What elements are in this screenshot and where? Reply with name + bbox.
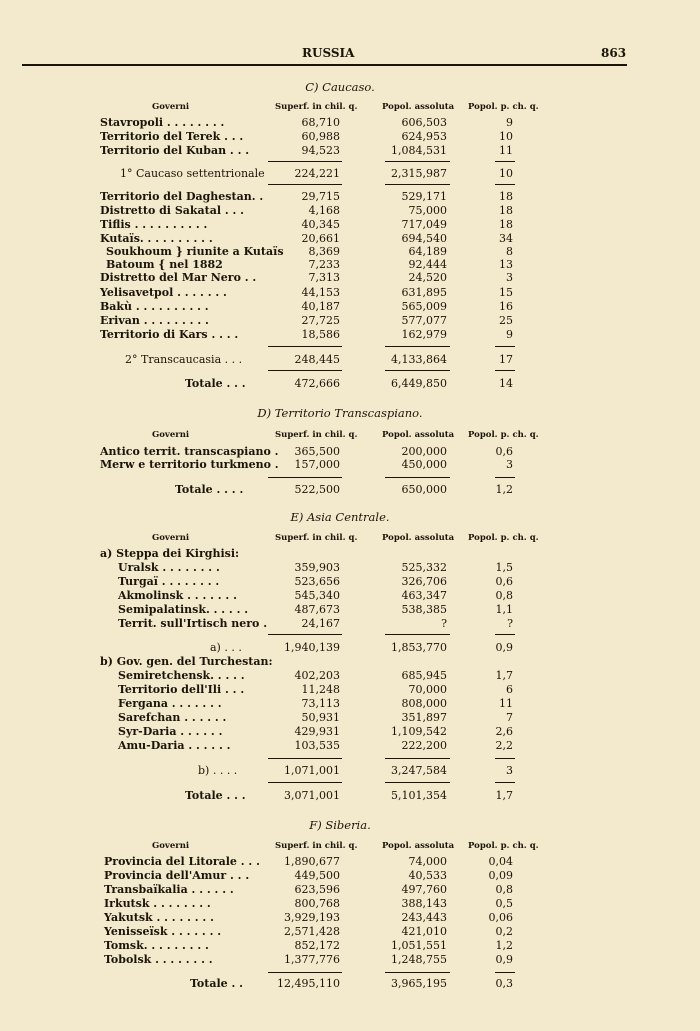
total-rule bbox=[268, 370, 342, 371]
surface-value: 103,535 bbox=[294, 739, 340, 752]
row-label: Territorio del Terek . . . bbox=[100, 130, 244, 143]
density-value: 2,6 bbox=[495, 725, 513, 738]
row-label: Distretto di Sakatal . . . bbox=[100, 204, 244, 217]
population-value: 529,171 bbox=[401, 190, 447, 203]
group-label: b) Gov. gen. del Turchestan: bbox=[100, 655, 273, 668]
column-header: Governi bbox=[152, 841, 190, 851]
row-label: Territorio del Daghestan. . bbox=[100, 190, 264, 203]
population-value: 463,347 bbox=[401, 589, 447, 602]
page-header bbox=[0, 46, 700, 66]
population-value: 351,897 bbox=[401, 711, 447, 724]
group-label: a) Steppa dei Kirghisi: bbox=[100, 547, 240, 560]
total-rule bbox=[495, 184, 515, 185]
table-row bbox=[0, 377, 700, 390]
surface-value: 487,673 bbox=[294, 603, 340, 616]
population-value: 162,979 bbox=[401, 328, 447, 341]
table-row bbox=[0, 617, 700, 630]
row-label: Yakutsk . . . . . . . . bbox=[104, 911, 214, 924]
density-value: 3 bbox=[506, 271, 513, 284]
population-value: 606,503 bbox=[401, 116, 447, 129]
density-value: 11 bbox=[499, 697, 513, 710]
table-row bbox=[0, 314, 700, 327]
row-label: Totale . . . . bbox=[175, 483, 244, 496]
table-row bbox=[0, 130, 700, 143]
row-label: Totale . . . bbox=[185, 377, 246, 390]
population-value: 450,000 bbox=[401, 458, 447, 471]
density-value: 3 bbox=[506, 458, 513, 471]
table-row bbox=[0, 669, 700, 682]
table-row bbox=[0, 458, 700, 471]
table-row bbox=[0, 561, 700, 574]
surface-value: 44,153 bbox=[301, 286, 340, 299]
density-value: 0,04 bbox=[488, 855, 513, 868]
total-rule bbox=[385, 972, 450, 973]
row-label: Tobolsk . . . . . . . . bbox=[104, 953, 213, 966]
row-label: a) . . . bbox=[210, 641, 242, 654]
table-row bbox=[0, 445, 700, 458]
total-rule bbox=[495, 161, 515, 162]
section-title: D) Territorio Transcaspiano. bbox=[257, 406, 423, 420]
column-header: Popol. p. ch. q. bbox=[468, 841, 539, 851]
row-label: Bakù . . . . . . . . . . bbox=[100, 300, 209, 313]
column-header: Popol. assoluta bbox=[382, 430, 455, 440]
density-value: 1,5 bbox=[495, 561, 513, 574]
population-value: 3,247,584 bbox=[391, 764, 447, 777]
population-value: 75,000 bbox=[408, 204, 447, 217]
density-value: 15 bbox=[499, 286, 513, 299]
density-value: 0,3 bbox=[495, 977, 513, 990]
surface-value: 449,500 bbox=[294, 869, 340, 882]
surface-value: 248,445 bbox=[294, 353, 340, 366]
surface-value: 1,071,001 bbox=[284, 764, 340, 777]
row-label: Territorio dell'Ili . . . bbox=[118, 683, 245, 696]
column-header: Governi bbox=[152, 430, 190, 440]
density-value: 7 bbox=[506, 711, 513, 724]
row-label: Fergana . . . . . . . bbox=[118, 697, 222, 710]
population-value: 685,945 bbox=[401, 669, 447, 682]
table-row bbox=[0, 641, 700, 654]
density-value: 0,8 bbox=[495, 883, 513, 896]
row-label: Tiflis . . . . . . . . . . bbox=[100, 218, 208, 231]
table-row bbox=[0, 144, 700, 157]
surface-value: 18,586 bbox=[301, 328, 340, 341]
density-value: 9 bbox=[506, 116, 513, 129]
surface-value: 1,377,776 bbox=[284, 953, 340, 966]
population-value: 631,895 bbox=[401, 286, 447, 299]
table-row bbox=[0, 855, 700, 868]
population-value: 421,010 bbox=[401, 925, 447, 938]
surface-value: 1,890,677 bbox=[284, 855, 340, 868]
population-value: 1,084,531 bbox=[391, 144, 447, 157]
total-rule bbox=[268, 184, 342, 185]
surface-value: 11,248 bbox=[301, 683, 340, 696]
row-label: Semiretchensk. . . . . bbox=[118, 669, 245, 682]
density-value: 0,8 bbox=[495, 589, 513, 602]
population-value: 1,248,755 bbox=[391, 953, 447, 966]
table-row bbox=[0, 911, 700, 924]
total-rule bbox=[268, 634, 342, 635]
table-row bbox=[0, 603, 700, 616]
table-row bbox=[0, 897, 700, 910]
row-label: Stavropoli . . . . . . . . bbox=[100, 116, 225, 129]
total-rule bbox=[268, 782, 342, 783]
total-rule bbox=[495, 370, 515, 371]
total-rule bbox=[385, 161, 450, 162]
density-value: 0,5 bbox=[495, 897, 513, 910]
table-row bbox=[0, 353, 700, 366]
row-label: Uralsk . . . . . . . . bbox=[118, 561, 220, 574]
population-value: 624,953 bbox=[401, 130, 447, 143]
table-row bbox=[0, 764, 700, 777]
section-title: F) Siberia. bbox=[309, 818, 371, 832]
row-label: Yelisavetpol . . . . . . . bbox=[100, 286, 227, 299]
total-rule bbox=[495, 634, 515, 635]
table-row bbox=[0, 883, 700, 896]
density-value: 25 bbox=[499, 314, 513, 327]
population-value: 24,520 bbox=[408, 271, 447, 284]
row-label: Provincia dell'Amur . . . bbox=[104, 869, 250, 882]
column-header: Popol. assoluta bbox=[382, 841, 455, 851]
density-value: 8 bbox=[506, 245, 513, 258]
table-row bbox=[0, 711, 700, 724]
section-title: C) Caucaso. bbox=[305, 80, 375, 94]
total-rule bbox=[385, 184, 450, 185]
population-value: 64,189 bbox=[408, 245, 447, 258]
header-rule bbox=[22, 64, 627, 66]
table-row bbox=[0, 575, 700, 588]
density-value: 18 bbox=[499, 204, 513, 217]
surface-value: 73,113 bbox=[301, 697, 340, 710]
surface-value: 7,233 bbox=[308, 258, 340, 271]
density-value: 13 bbox=[499, 258, 513, 271]
table-row bbox=[0, 218, 700, 231]
population-value: 565,009 bbox=[401, 300, 447, 313]
surface-value: 29,715 bbox=[301, 190, 340, 203]
row-label: Totale . . . bbox=[185, 789, 246, 802]
population-value: 525,332 bbox=[401, 561, 447, 574]
surface-value: 40,187 bbox=[301, 300, 340, 313]
population-value: 200,000 bbox=[401, 445, 447, 458]
total-rule bbox=[495, 346, 515, 347]
density-value: 1,7 bbox=[495, 669, 513, 682]
density-value: 0,06 bbox=[488, 911, 513, 924]
total-rule bbox=[268, 161, 342, 162]
row-label: Soukhoum } riunite a Kutaïs bbox=[106, 245, 284, 258]
table-row bbox=[0, 232, 700, 245]
table-row bbox=[0, 271, 700, 284]
row-label: Merw e territorio turkmeno . bbox=[100, 458, 279, 471]
column-header: Popol. assoluta bbox=[382, 102, 455, 112]
table-row bbox=[0, 328, 700, 341]
total-rule bbox=[385, 634, 450, 635]
table-row bbox=[0, 953, 700, 966]
total-rule bbox=[385, 370, 450, 371]
row-label: Provincia del Litorale . . . bbox=[104, 855, 260, 868]
row-label: Turgaï . . . . . . . . bbox=[118, 575, 220, 588]
total-rule bbox=[385, 782, 450, 783]
column-header: Superf. in chil. q. bbox=[275, 430, 358, 440]
surface-value: 224,221 bbox=[294, 167, 340, 180]
table-row bbox=[0, 589, 700, 602]
population-value: 1,853,770 bbox=[391, 641, 447, 654]
row-label: Sarefchan . . . . . . bbox=[118, 711, 227, 724]
row-label: 2° Transcaucasia . . . bbox=[125, 353, 243, 366]
row-label: Erivan . . . . . . . . . bbox=[100, 314, 209, 327]
surface-value: 800,768 bbox=[294, 897, 340, 910]
population-value: 650,000 bbox=[401, 483, 447, 496]
total-rule bbox=[385, 346, 450, 347]
density-value: 1,7 bbox=[495, 789, 513, 802]
row-label: Territ. sull'Irtisch nero . bbox=[118, 617, 268, 630]
table-row bbox=[0, 739, 700, 752]
row-label: Semipalatinsk. . . . . . bbox=[118, 603, 249, 616]
table-row bbox=[0, 204, 700, 217]
row-label: Distretto del Mar Nero . . bbox=[100, 271, 257, 284]
surface-value: 94,523 bbox=[301, 144, 340, 157]
population-value: 70,000 bbox=[408, 683, 447, 696]
population-value: 717,049 bbox=[401, 218, 447, 231]
total-rule bbox=[385, 477, 450, 478]
surface-value: 623,596 bbox=[294, 883, 340, 896]
surface-value: 365,500 bbox=[294, 445, 340, 458]
table-row bbox=[0, 483, 700, 496]
row-label: Transbaïkalia . . . . . . bbox=[104, 883, 234, 896]
surface-value: 1,940,139 bbox=[284, 641, 340, 654]
density-value: 10 bbox=[499, 167, 513, 180]
population-value: 538,385 bbox=[401, 603, 447, 616]
total-rule bbox=[268, 346, 342, 347]
table-row bbox=[0, 683, 700, 696]
table-row bbox=[0, 300, 700, 313]
population-value: 694,540 bbox=[401, 232, 447, 245]
surface-value: 157,000 bbox=[294, 458, 340, 471]
density-value: 17 bbox=[499, 353, 513, 366]
table-row bbox=[0, 789, 700, 802]
surface-value: 60,988 bbox=[301, 130, 340, 143]
row-label: Territorio di Kars . . . . bbox=[100, 328, 239, 341]
surface-value: 545,340 bbox=[294, 589, 340, 602]
surface-value: 4,168 bbox=[308, 204, 340, 217]
page-number: 863 bbox=[601, 46, 627, 60]
total-rule bbox=[495, 477, 515, 478]
population-value: 808,000 bbox=[401, 697, 447, 710]
row-label: Kutaïs. . . . . . . . . . bbox=[100, 232, 213, 245]
density-value: 0,6 bbox=[495, 445, 513, 458]
row-label: Irkutsk . . . . . . . . bbox=[104, 897, 211, 910]
surface-value: 472,666 bbox=[294, 377, 340, 390]
density-value: 16 bbox=[499, 300, 513, 313]
table-row bbox=[0, 977, 700, 990]
total-rule bbox=[268, 477, 342, 478]
table-row bbox=[0, 258, 700, 271]
population-value: 243,443 bbox=[401, 911, 447, 924]
density-value: 9 bbox=[506, 328, 513, 341]
density-value: 14 bbox=[499, 377, 513, 390]
table-row bbox=[0, 286, 700, 299]
surface-value: 40,345 bbox=[301, 218, 340, 231]
total-rule bbox=[495, 782, 515, 783]
density-value: 2,2 bbox=[495, 739, 513, 752]
population-value: 577,077 bbox=[401, 314, 447, 327]
row-label: Akmolinsk . . . . . . . bbox=[118, 589, 237, 602]
surface-value: 429,931 bbox=[294, 725, 340, 738]
population-value: 6,449,850 bbox=[391, 377, 447, 390]
population-value: 326,706 bbox=[401, 575, 447, 588]
row-label: Yenisseïsk . . . . . . . bbox=[104, 925, 222, 938]
total-rule bbox=[268, 972, 342, 973]
surface-value: 8,369 bbox=[308, 245, 340, 258]
surface-value: 12,495,110 bbox=[277, 977, 340, 990]
section-title: E) Asia Centrale. bbox=[290, 510, 390, 524]
row-label: 1° Caucaso settentrionale bbox=[120, 167, 265, 180]
population-value: 40,533 bbox=[408, 869, 447, 882]
surface-value: 523,656 bbox=[294, 575, 340, 588]
row-label: Territorio del Kuban . . . bbox=[100, 144, 250, 157]
density-value: 1,2 bbox=[495, 939, 513, 952]
density-value: 34 bbox=[499, 232, 513, 245]
population-value: 497,760 bbox=[401, 883, 447, 896]
density-value: 0,9 bbox=[495, 641, 513, 654]
population-value: 2,315,987 bbox=[391, 167, 447, 180]
population-value: 4,133,864 bbox=[391, 353, 447, 366]
density-value: 0,6 bbox=[495, 575, 513, 588]
density-value: 1,2 bbox=[495, 483, 513, 496]
table-row bbox=[0, 116, 700, 129]
population-value: 5,101,354 bbox=[391, 789, 447, 802]
surface-value: 68,710 bbox=[301, 116, 340, 129]
total-rule bbox=[495, 758, 515, 759]
density-value: 3 bbox=[506, 764, 513, 777]
density-value: 0,9 bbox=[495, 953, 513, 966]
table-row bbox=[0, 190, 700, 203]
table-row bbox=[0, 939, 700, 952]
column-header: Popol. p. ch. q. bbox=[468, 102, 539, 112]
column-header: Superf. in chil. q. bbox=[275, 102, 358, 112]
population-value: 3,965,195 bbox=[391, 977, 447, 990]
density-value: 6 bbox=[506, 683, 513, 696]
row-label: Totale . . bbox=[190, 977, 243, 990]
total-rule bbox=[268, 758, 342, 759]
row-label: Syr-Daria . . . . . . bbox=[118, 725, 223, 738]
surface-value: 3,929,193 bbox=[284, 911, 340, 924]
table-row bbox=[0, 925, 700, 938]
population-value: 388,143 bbox=[401, 897, 447, 910]
column-header: Superf. in chil. q. bbox=[275, 841, 358, 851]
density-value: 11 bbox=[499, 144, 513, 157]
total-rule bbox=[385, 758, 450, 759]
row-label: Batoum { nel 1882 bbox=[106, 258, 223, 271]
row-label: Tomsk. . . . . . . . . bbox=[104, 939, 209, 952]
surface-value: 24,167 bbox=[301, 617, 340, 630]
table-row bbox=[0, 245, 700, 258]
population-value: 92,444 bbox=[408, 258, 447, 271]
row-label: Amu-Daria . . . . . . bbox=[118, 739, 231, 752]
density-value: 0,2 bbox=[495, 925, 513, 938]
table-row bbox=[0, 869, 700, 882]
surface-value: 852,172 bbox=[294, 939, 340, 952]
column-header: Governi bbox=[152, 102, 190, 112]
column-header: Superf. in chil. q. bbox=[275, 533, 358, 543]
density-value: 1,1 bbox=[495, 603, 513, 616]
surface-value: 2,571,428 bbox=[284, 925, 340, 938]
population-value: 1,109,542 bbox=[391, 725, 447, 738]
row-label: Antico territ. transcaspiano . bbox=[100, 445, 279, 458]
running-title: RUSSIA bbox=[302, 46, 355, 60]
surface-value: 7,313 bbox=[308, 271, 340, 284]
row-label: b) . . . . bbox=[198, 764, 238, 777]
density-value: 0,09 bbox=[488, 869, 513, 882]
table-row bbox=[0, 725, 700, 738]
population-value: 74,000 bbox=[408, 855, 447, 868]
column-header: Popol. p. ch. q. bbox=[468, 430, 539, 440]
surface-value: 522,500 bbox=[294, 483, 340, 496]
table-row bbox=[0, 697, 700, 710]
surface-value: 50,931 bbox=[301, 711, 340, 724]
surface-value: 359,903 bbox=[294, 561, 340, 574]
column-header: Popol. p. ch. q. bbox=[468, 533, 539, 543]
column-header: Popol. assoluta bbox=[382, 533, 455, 543]
surface-value: 27,725 bbox=[301, 314, 340, 327]
surface-value: 3,071,001 bbox=[284, 789, 340, 802]
population-value: 1,051,551 bbox=[391, 939, 447, 952]
surface-value: 20,661 bbox=[301, 232, 340, 245]
population-value: ? bbox=[441, 617, 447, 630]
density-value: 10 bbox=[499, 130, 513, 143]
population-value: 222,200 bbox=[401, 739, 447, 752]
density-value: ? bbox=[507, 617, 513, 630]
surface-value: 402,203 bbox=[294, 669, 340, 682]
table-row bbox=[0, 167, 700, 180]
total-rule bbox=[495, 972, 515, 973]
density-value: 18 bbox=[499, 190, 513, 203]
density-value: 18 bbox=[499, 218, 513, 231]
column-header: Governi bbox=[152, 533, 190, 543]
